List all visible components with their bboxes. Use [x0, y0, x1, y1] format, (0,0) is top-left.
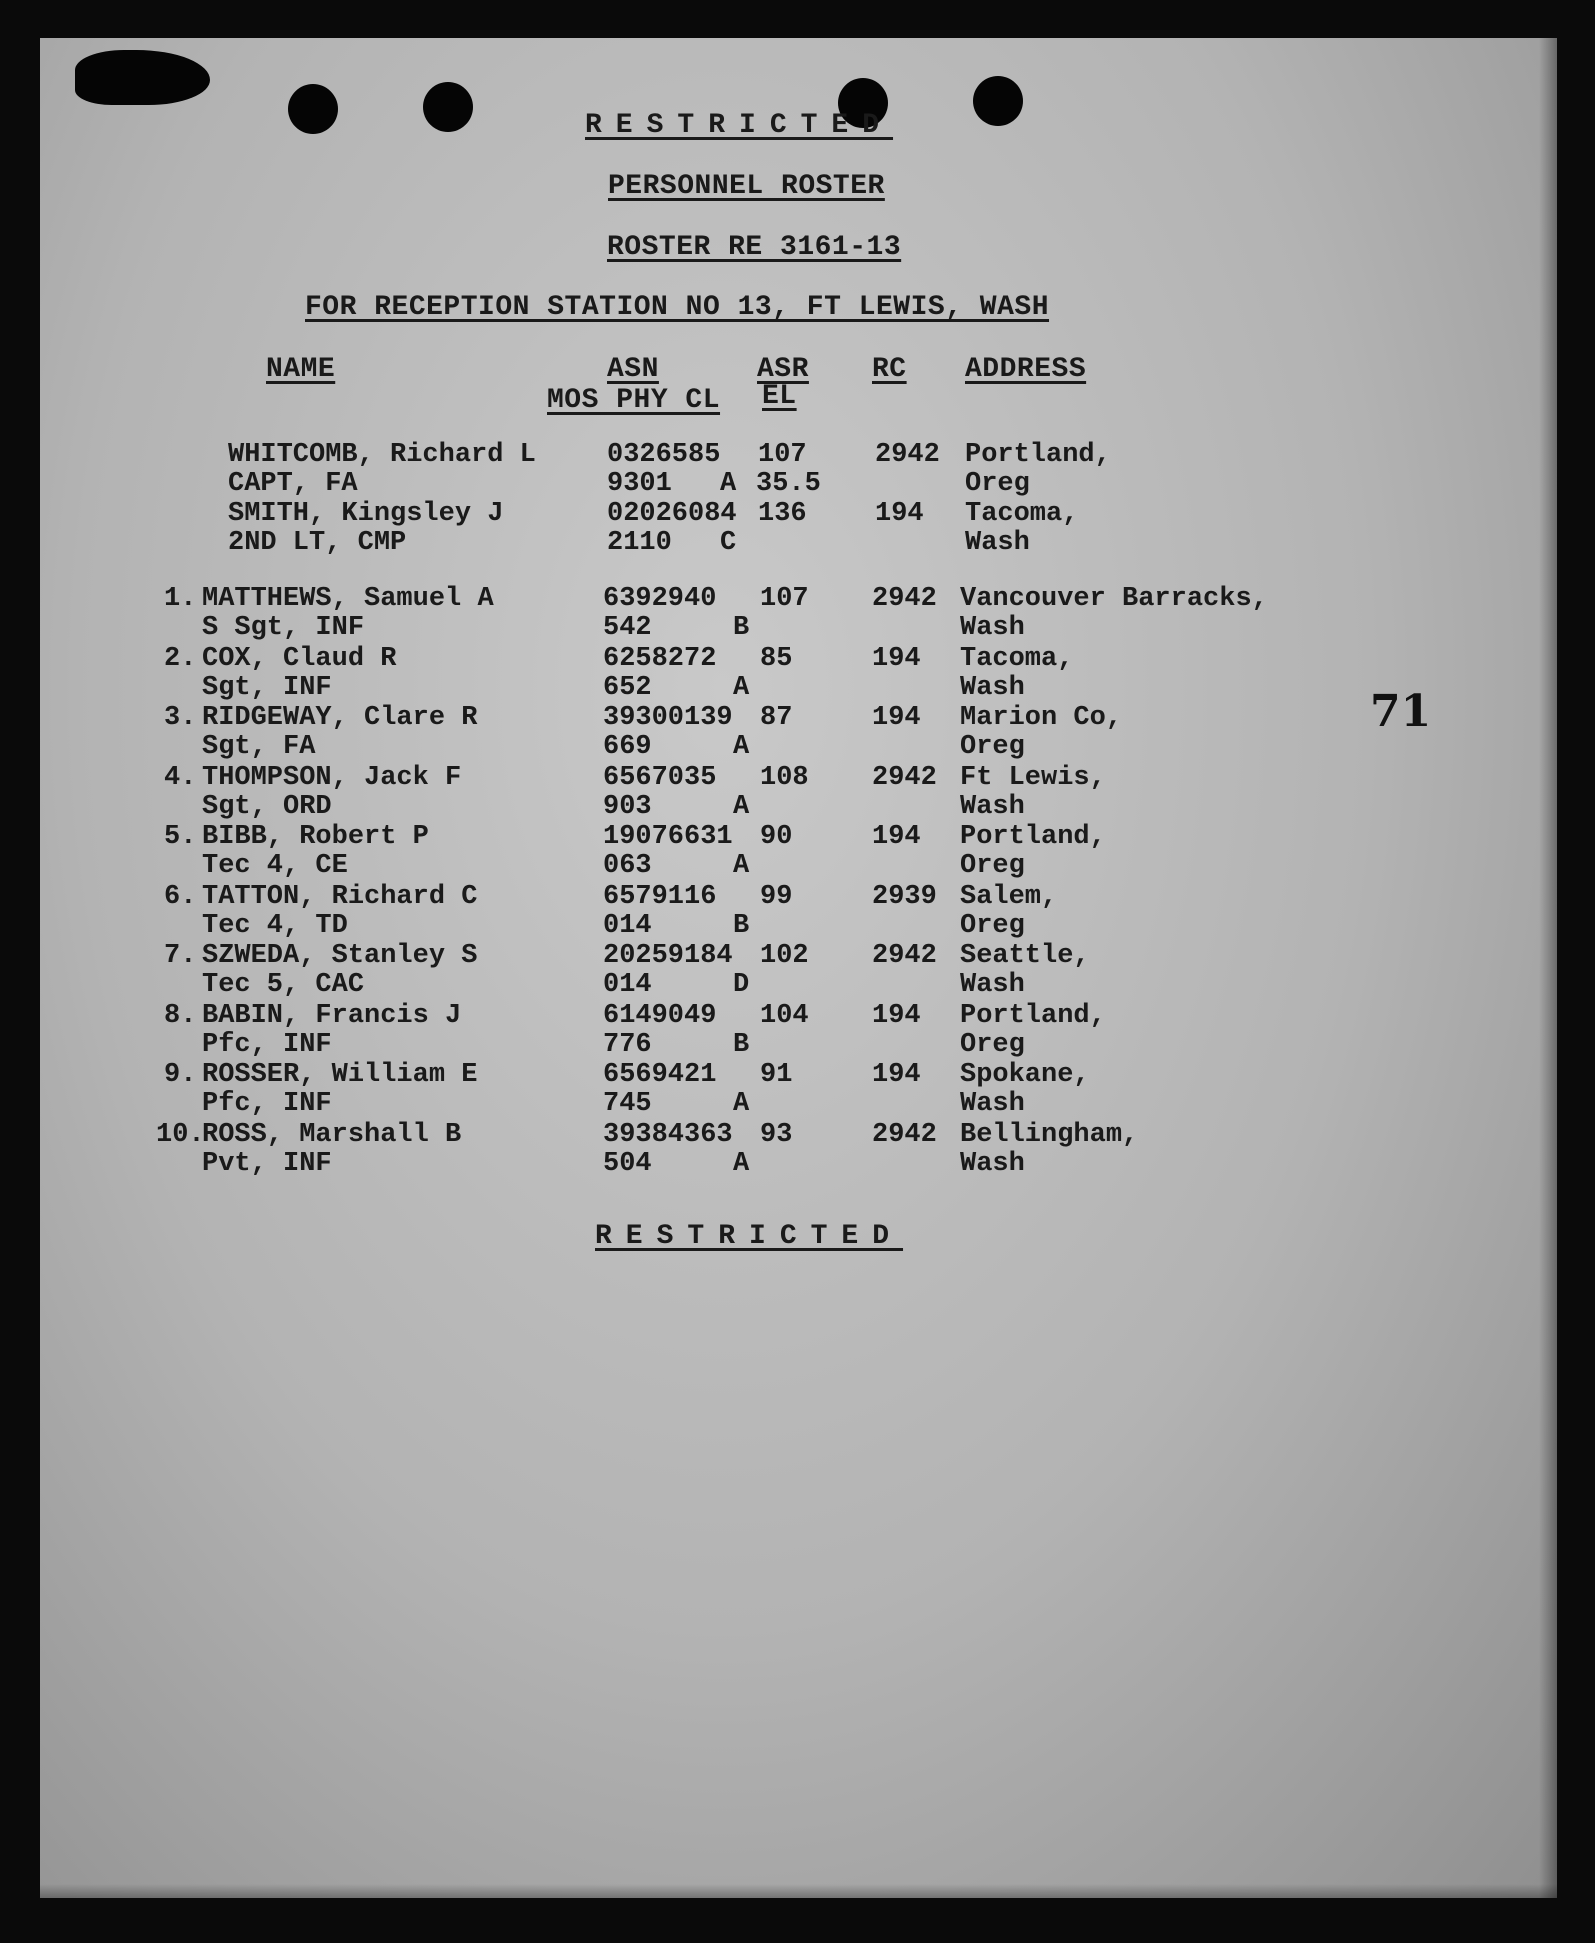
- enlisted-phy: A: [733, 791, 750, 822]
- enlisted-name: RIDGEWAY, Clare R: [202, 703, 478, 733]
- enlisted-address-state: Wash: [960, 970, 1025, 1000]
- enlisted-address: Portland,: [960, 822, 1106, 852]
- enlisted-address: Spokane,: [960, 1060, 1090, 1090]
- enlisted-asn: 20259184: [603, 941, 733, 971]
- col-header-asn: ASN: [607, 354, 659, 385]
- enlisted-phy: A: [733, 1089, 750, 1119]
- enlisted-asn: 6567035: [603, 762, 717, 793]
- enlisted-number: 2.: [164, 643, 197, 674]
- officer-address: Tacoma,: [965, 499, 1079, 529]
- enlisted-asr: 85: [760, 643, 793, 674]
- officer-address-state: Oreg: [965, 469, 1030, 499]
- enlisted-number: 1.: [164, 584, 197, 614]
- enlisted-asr: 87: [760, 703, 793, 733]
- enlisted-address-state: Oreg: [960, 851, 1025, 881]
- enlisted-mos: 504: [603, 1148, 652, 1179]
- enlisted-rank: Sgt, INF: [202, 672, 332, 703]
- punch-hole-4: [973, 76, 1023, 126]
- col-header-name: NAME: [266, 354, 336, 385]
- enlisted-address: Vancouver Barracks,: [960, 584, 1268, 614]
- enlisted-rc: 2942: [872, 584, 937, 614]
- col-header-mos-phy-cl: MOS PHY CL: [547, 385, 721, 416]
- enlisted-phy: A: [733, 732, 750, 762]
- enlisted-address: Bellingham,: [960, 1119, 1139, 1150]
- enlisted-address-state: Wash: [960, 791, 1025, 822]
- enlisted-mos: 652: [603, 672, 652, 703]
- enlisted-mos: 014: [603, 910, 652, 941]
- col-header-asr: ASR: [757, 354, 809, 385]
- enlisted-name: BABIN, Francis J: [202, 1000, 462, 1031]
- enlisted-name: THOMPSON, Jack F: [202, 762, 462, 793]
- page-bottom-shadow: [40, 1884, 1557, 1898]
- enlisted-number: 7.: [164, 941, 197, 971]
- enlisted-phy: D: [733, 970, 750, 1000]
- officer-mos: 9301: [607, 469, 672, 499]
- enlisted-address: Seattle,: [960, 941, 1090, 971]
- enlisted-asr: 90: [760, 822, 793, 852]
- officer-asr: 136: [758, 499, 807, 529]
- officer-address: Portland,: [965, 440, 1111, 470]
- enlisted-number: 4.: [164, 762, 197, 793]
- enlisted-asn: 6258272: [603, 643, 717, 674]
- enlisted-rc: 194: [872, 822, 921, 852]
- enlisted-rank: Pvt, INF: [202, 1148, 332, 1179]
- enlisted-rank: S Sgt, INF: [202, 613, 365, 643]
- enlisted-phy: A: [733, 851, 750, 881]
- enlisted-number: 6.: [164, 881, 197, 912]
- enlisted-name: BIBB, Robert P: [202, 822, 429, 852]
- enlisted-mos: 745: [603, 1089, 652, 1119]
- enlisted-rank: Tec 5, CAC: [202, 970, 365, 1000]
- enlisted-rc: 2942: [872, 762, 937, 793]
- enlisted-phy: B: [733, 1029, 750, 1060]
- station-line: FOR RECEPTION STATION NO 13, FT LEWIS, WASH: [305, 292, 1050, 323]
- enlisted-asn: 19076631: [603, 822, 733, 852]
- enlisted-address: Ft Lewis,: [960, 762, 1106, 793]
- classification-top: RESTRICTED: [585, 110, 894, 141]
- enlisted-asn: 39300139: [603, 703, 733, 733]
- officer-phy: A: [720, 469, 737, 499]
- enlisted-number: 8.: [164, 1000, 197, 1031]
- enlisted-address: Salem,: [960, 881, 1058, 912]
- enlisted-mos: 014: [603, 970, 652, 1000]
- enlisted-address-state: Oreg: [960, 732, 1025, 762]
- officer-rc: 194: [875, 499, 924, 529]
- officer-cl: 35.5: [756, 469, 821, 499]
- enlisted-asr: 93: [760, 1119, 793, 1150]
- col-header-rc: RC: [872, 354, 907, 385]
- officer-asr: 107: [758, 440, 807, 470]
- officer-phy: C: [720, 528, 737, 558]
- enlisted-phy: A: [733, 1148, 750, 1179]
- enlisted-number: 5.: [164, 822, 197, 852]
- enlisted-name: TATTON, Richard C: [202, 881, 478, 912]
- enlisted-address: Tacoma,: [960, 643, 1074, 674]
- enlisted-phy: B: [733, 613, 750, 643]
- enlisted-number: 10.: [156, 1119, 205, 1150]
- torn-corner: [75, 50, 210, 105]
- enlisted-asn: 6569421: [603, 1060, 717, 1090]
- enlisted-asr: 107: [760, 584, 809, 614]
- enlisted-address-state: Wash: [960, 672, 1025, 703]
- enlisted-address: Marion Co,: [960, 703, 1123, 733]
- enlisted-asr: 104: [760, 1000, 809, 1031]
- col-header-el: EL: [762, 381, 797, 412]
- enlisted-rank: Sgt, FA: [202, 732, 316, 762]
- officer-asn: 02026084: [607, 499, 737, 529]
- enlisted-rc: 194: [872, 1060, 921, 1090]
- enlisted-asr: 91: [760, 1060, 793, 1090]
- enlisted-address-state: Oreg: [960, 910, 1025, 941]
- enlisted-address-state: Wash: [960, 613, 1025, 643]
- enlisted-phy: A: [733, 672, 750, 703]
- enlisted-rc: 2939: [872, 881, 937, 912]
- classification-bottom: RESTRICTED: [595, 1221, 904, 1252]
- enlisted-phy: B: [733, 910, 750, 941]
- enlisted-asn: 6149049: [603, 1000, 717, 1031]
- enlisted-rc: 194: [872, 643, 921, 674]
- enlisted-number: 9.: [164, 1060, 197, 1090]
- enlisted-address: Portland,: [960, 1000, 1106, 1031]
- roster-id: ROSTER RE 3161-13: [607, 232, 902, 263]
- enlisted-asr: 99: [760, 881, 793, 912]
- enlisted-asr: 102: [760, 941, 809, 971]
- enlisted-asn: 6579116: [603, 881, 717, 912]
- document-title: PERSONNEL ROSTER: [608, 171, 885, 202]
- enlisted-rc: 2942: [872, 1119, 937, 1150]
- officer-asn: 0326585: [607, 440, 721, 470]
- enlisted-rc: 2942: [872, 941, 937, 971]
- officer-rc: 2942: [875, 440, 940, 470]
- enlisted-name: ROSSER, William E: [202, 1060, 478, 1090]
- enlisted-rank: Pfc, INF: [202, 1029, 332, 1060]
- enlisted-mos: 542: [603, 613, 652, 643]
- enlisted-address-state: Oreg: [960, 1029, 1025, 1060]
- enlisted-address-state: Wash: [960, 1089, 1025, 1119]
- page-edge-shadow: [1539, 38, 1557, 1898]
- enlisted-name: SZWEDA, Stanley S: [202, 941, 478, 971]
- punch-hole-1: [288, 84, 338, 134]
- enlisted-number: 3.: [164, 703, 197, 733]
- enlisted-rc: 194: [872, 703, 921, 733]
- enlisted-mos: 776: [603, 1029, 652, 1060]
- enlisted-asn: 39384363: [603, 1119, 733, 1150]
- enlisted-rc: 194: [872, 1000, 921, 1031]
- page-number: 71: [1370, 686, 1432, 737]
- enlisted-rank: Tec 4, CE: [202, 851, 348, 881]
- enlisted-address-state: Wash: [960, 1148, 1025, 1179]
- enlisted-rank: Pfc, INF: [202, 1089, 332, 1119]
- enlisted-rank: Tec 4, TD: [202, 910, 348, 941]
- punch-hole-2: [423, 82, 473, 132]
- enlisted-name: ROSS, Marshall B: [202, 1119, 462, 1150]
- enlisted-rank: Sgt, ORD: [202, 791, 332, 822]
- enlisted-name: MATTHEWS, Samuel A: [202, 584, 494, 614]
- officer-address-state: Wash: [965, 528, 1030, 558]
- officer-name: SMITH, Kingsley J: [228, 499, 504, 529]
- enlisted-mos: 669: [603, 732, 652, 762]
- roster-page: [40, 38, 1557, 1898]
- col-header-address: ADDRESS: [965, 354, 1087, 385]
- enlisted-asr: 108: [760, 762, 809, 793]
- enlisted-asn: 6392940: [603, 584, 717, 614]
- officer-rank: CAPT, FA: [228, 469, 358, 499]
- enlisted-name: COX, Claud R: [202, 643, 397, 674]
- officer-mos: 2110: [607, 528, 672, 558]
- enlisted-mos: 063: [603, 851, 652, 881]
- enlisted-mos: 903: [603, 791, 652, 822]
- officer-name: WHITCOMB, Richard L: [228, 440, 536, 470]
- officer-rank: 2ND LT, CMP: [228, 528, 407, 558]
